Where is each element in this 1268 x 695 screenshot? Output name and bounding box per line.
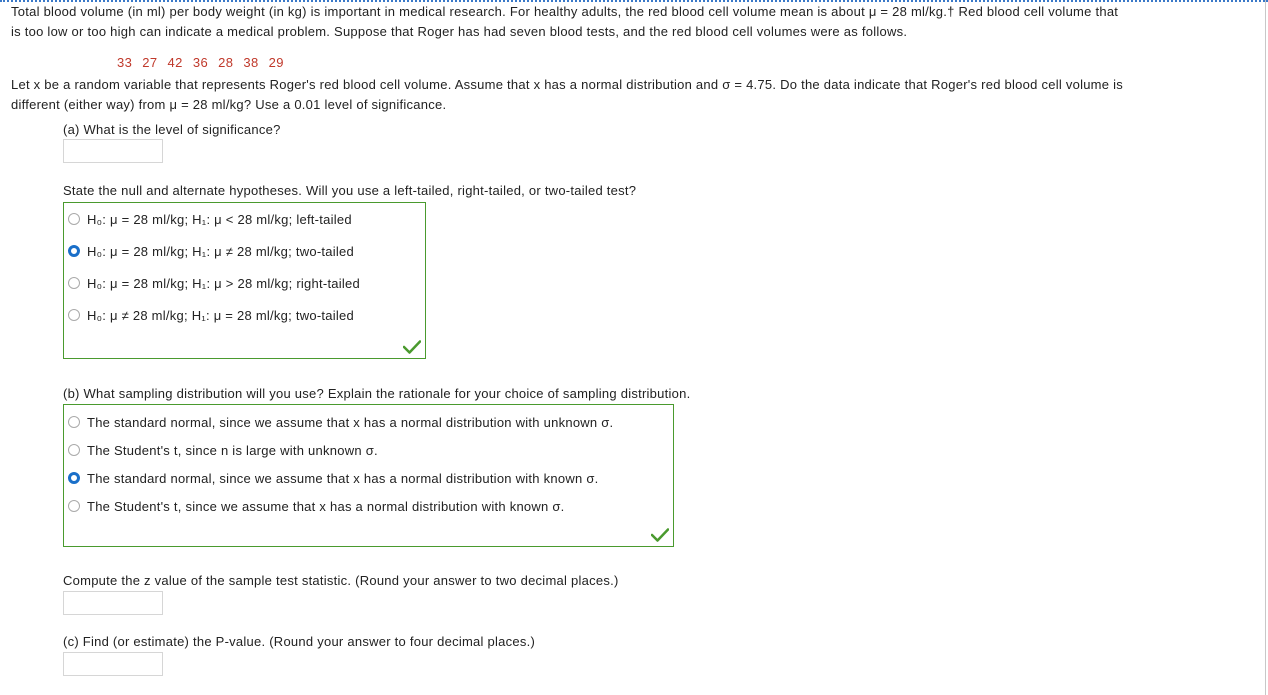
hypothesis-option-right-tailed[interactable] <box>68 273 360 293</box>
option-label: The Student's t, since we assume that x has a normal distribution with known σ. <box>87 498 565 514</box>
radio-button-selected[interactable] <box>68 472 80 484</box>
option-label: H₀: μ ≠ 28 ml/kg; H₁: μ = 28 ml/kg; two-tailed <box>87 307 355 323</box>
option-label: H₀: μ = 28 ml/kg; H₁: μ ≠ 28 ml/kg; two-tailed <box>87 243 355 259</box>
z-value-question: Compute the z value of the sample test statistic. (Round your answer to two decimal places.) <box>63 573 619 588</box>
setup-line-2: different (either way) from μ = 28 ml/kg? Use a 0.01 level of significance. <box>11 97 447 112</box>
part-b-question: (b) What sampling distribution will you use? Explain the rationale for your choice of sampling distribution. <box>63 386 691 401</box>
radio-button[interactable] <box>68 309 80 321</box>
option-label: The standard normal, since we assume that x has a normal distribution with known σ. <box>87 470 599 486</box>
part-c-question: (c) Find (or estimate) the P-value. (Round your answer to four decimal places.) <box>63 634 536 649</box>
hypothesis-option-left-tailed[interactable] <box>68 209 352 229</box>
part-a-question: (a) What is the level of significance? <box>63 122 281 137</box>
intro-line-1: Total blood volume (in ml) per body weight (in kg) is important in medical research. For healthy adults, the red blood cell volume mean is about μ = 28 ml/kg.† Red blood cell volume that <box>11 4 1119 19</box>
radio-button[interactable] <box>68 213 80 225</box>
right-divider <box>1265 0 1266 695</box>
intro-line-2: is too low or too high can indicate a medical problem. Suppose that Roger has had seven blood tests, and the red blood cell volumes were as follows. <box>11 24 908 39</box>
option-label: The Student's t, since n is large with unknown σ. <box>87 442 378 458</box>
hypotheses-question: State the null and alternate hypotheses. Will you use a left-tailed, right-tailed, or two-tailed test? <box>63 183 637 198</box>
radio-button[interactable] <box>68 416 80 428</box>
distribution-option-t-large-n[interactable] <box>68 440 378 460</box>
hypothesis-option-reversed[interactable] <box>68 305 354 325</box>
option-label: H₀: μ = 28 ml/kg; H₁: μ > 28 ml/kg; right-tailed <box>87 275 361 291</box>
blood-test-values: 33 27 42 36 28 38 29 <box>117 55 284 70</box>
option-label: The standard normal, since we assume that x has a normal distribution with unknown σ. <box>87 414 614 430</box>
checkmark-icon <box>403 340 421 354</box>
problem-setup <box>11 75 1251 115</box>
z-value-input[interactable] <box>63 591 163 615</box>
significance-input[interactable] <box>63 139 163 163</box>
distribution-answer-box <box>63 404 674 547</box>
radio-button[interactable] <box>68 277 80 289</box>
distribution-option-normal-known[interactable] <box>68 468 598 488</box>
hypotheses-answer-box <box>63 202 426 359</box>
radio-button[interactable] <box>68 444 80 456</box>
setup-line-1: Let x be a random variable that represents Roger's red blood cell volume. Assume that x has a normal distribution and σ = 4.75. Do the data indicate that Roger's red blood cell volume is <box>11 77 1123 92</box>
distribution-option-t-known[interactable] <box>68 496 565 516</box>
option-label: H₀: μ = 28 ml/kg; H₁: μ < 28 ml/kg; left-tailed <box>87 211 352 227</box>
problem-intro <box>11 2 1251 42</box>
checkmark-icon <box>651 528 669 542</box>
p-value-input[interactable] <box>63 652 163 676</box>
radio-button[interactable] <box>68 500 80 512</box>
radio-button-selected[interactable] <box>68 245 80 257</box>
hypothesis-option-two-tailed[interactable] <box>68 241 354 261</box>
distribution-option-normal-unknown[interactable] <box>68 412 613 432</box>
